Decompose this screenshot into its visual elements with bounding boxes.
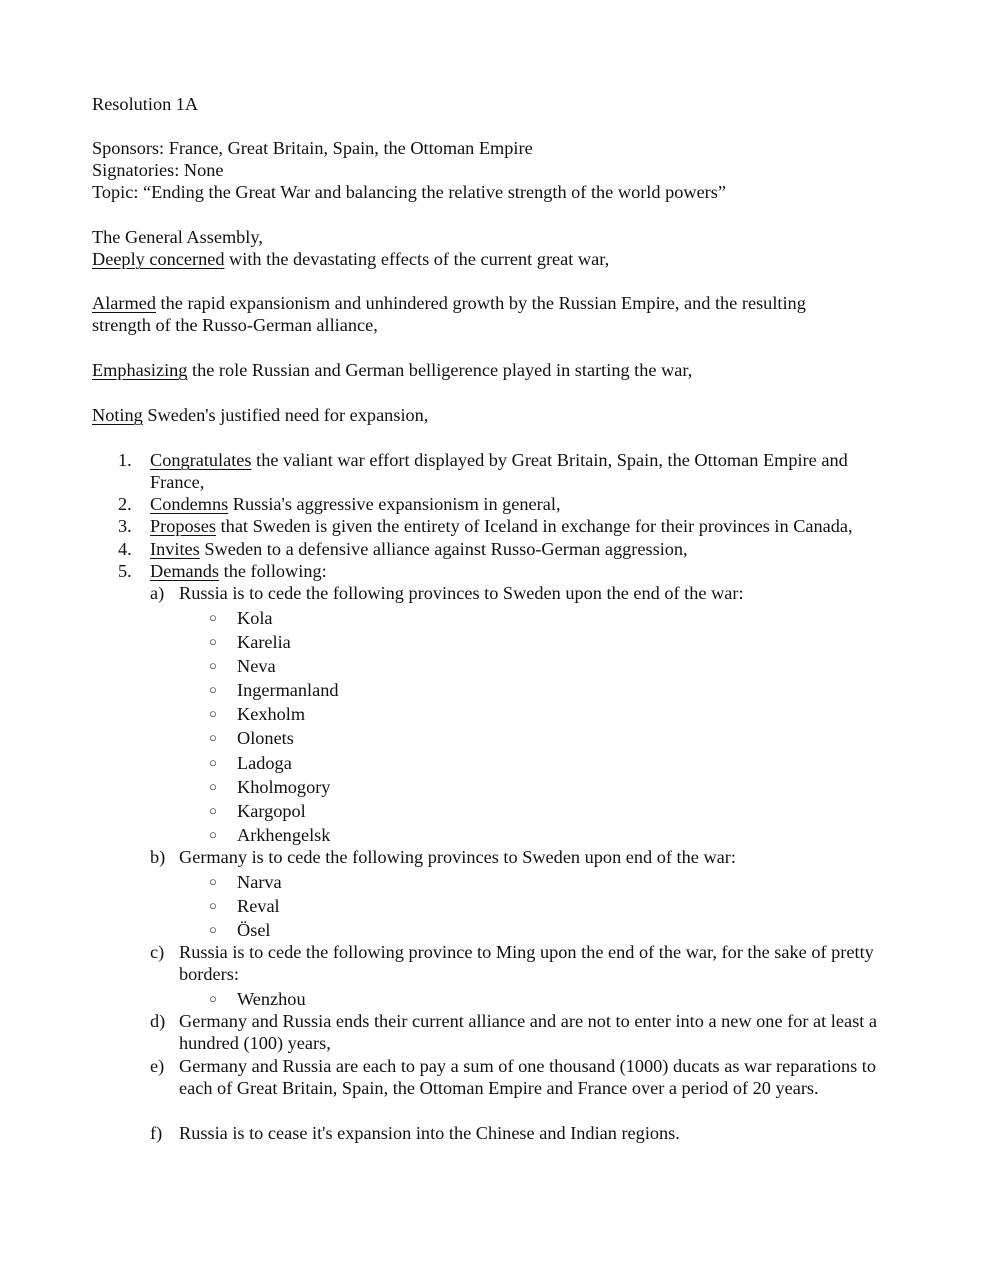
preamble-text: the rapid expansionism and unhindered growth by the Russian Empire, and the resulting strength of the Russo-German alliance,: [92, 293, 806, 336]
subclause-text: Russia is to cease it's expansion into the Chinese and Indian regions.: [179, 1123, 680, 1143]
clause-text: Russia's aggressive expansionism in general,: [228, 494, 561, 514]
preamble-keyword: Alarmed: [92, 293, 156, 313]
bullet-icon: ○: [209, 803, 217, 818]
bullet-icon: ○: [209, 682, 217, 697]
province-item: Kargopol: [237, 801, 306, 821]
subclause-letter: c): [150, 942, 165, 962]
resolution-title: Resolution 1A: [92, 94, 199, 114]
clause-number: 4.: [118, 539, 132, 559]
preamble-clause: [92, 359, 902, 381]
subclause-letter: b): [150, 847, 166, 867]
assembly-line: The General Assembly,: [92, 227, 263, 247]
clause-keyword: Condemns: [150, 494, 229, 514]
subclause-text: Germany is to cede the following provinces to Sweden upon end of the war:: [179, 847, 736, 867]
topic-line: Topic: “Ending the Great War and balancing the relative strength of the world powers”: [92, 182, 726, 202]
preamble-keyword: Noting: [92, 405, 143, 425]
province-item: Arkhengelsk: [237, 825, 331, 845]
preamble-clause: [92, 292, 862, 336]
clause-text: that Sweden is given the entirety of Iceland in exchange for their provinces in Canada,: [216, 516, 853, 536]
bullet-icon: ○: [209, 634, 217, 649]
bullet-icon: ○: [209, 898, 217, 913]
bullet-icon: ○: [209, 610, 217, 625]
clause-number: 3.: [118, 516, 132, 536]
province-item: Ösel: [237, 920, 271, 940]
province-item: Ingermanland: [237, 680, 339, 700]
bullet-icon: ○: [209, 874, 217, 889]
province-item: Reval: [237, 896, 280, 916]
preamble-keyword: Emphasizing: [92, 360, 188, 380]
clause-keyword: Invites: [150, 539, 200, 559]
subclause-text: Germany and Russia ends their current alliance and are not to enter into a new one for at least a hundred (100) years,: [179, 1011, 877, 1054]
bullet-icon: ○: [209, 922, 217, 937]
province-item: Narva: [237, 872, 282, 892]
preamble-text: Sweden's justified need for expansion,: [142, 405, 429, 425]
operative-clause: [150, 493, 902, 515]
clause-number: 2.: [118, 494, 132, 514]
province-item: Karelia: [237, 632, 291, 652]
preamble-text: the role Russian and German belligerence played in starting the war,: [187, 360, 693, 380]
subclause-letter: a): [150, 583, 165, 603]
subclause-letter: f): [150, 1123, 163, 1143]
bullet-icon: ○: [209, 827, 217, 842]
bullet-icon: ○: [209, 779, 217, 794]
operative-clause: [150, 560, 902, 582]
clause-keyword: Congratulates: [150, 450, 252, 470]
subclause-text: Russia is to cede the following province to Ming upon the end of the war, for the sake of pretty borders:: [179, 942, 874, 985]
sponsors-line: Sponsors: France, Great Britain, Spain, the Ottoman Empire: [92, 138, 533, 158]
preamble-text: with the devastating effects of the current great war,: [224, 249, 610, 269]
subclause-letter: e): [150, 1056, 165, 1076]
operative-clause: [150, 515, 930, 537]
operative-clause: [150, 449, 902, 493]
bullet-icon: ○: [209, 706, 217, 721]
province-item: Neva: [237, 656, 276, 676]
province-item: Kholmogory: [237, 777, 331, 797]
province-item: Olonets: [237, 728, 294, 748]
preamble-clause: [92, 248, 902, 270]
clause-text: the valiant war effort displayed by Great Britain, Spain, the Ottoman Empire and France,: [150, 450, 848, 493]
clause-number: 5.: [118, 561, 132, 581]
preamble-keyword: Deeply concerned: [92, 249, 225, 269]
clause-number: 1.: [118, 450, 132, 470]
preamble-clause: [92, 404, 902, 426]
clause-keyword: Demands: [150, 561, 220, 581]
bullet-icon: ○: [209, 658, 217, 673]
clause-keyword: Proposes: [150, 516, 217, 536]
province-item: Kexholm: [237, 704, 306, 724]
clause-text: Sweden to a defensive alliance against Russo-German aggression,: [199, 539, 688, 559]
bullet-icon: ○: [209, 755, 217, 770]
province-item: Ladoga: [237, 753, 292, 773]
province-item: Kola: [237, 608, 273, 628]
subclause-text: Russia is to cede the following provinces to Sweden upon the end of the war:: [179, 583, 744, 603]
bullet-icon: ○: [209, 991, 217, 1006]
subclause-letter: d): [150, 1011, 166, 1031]
province-item: Wenzhou: [237, 989, 306, 1009]
signatories-line: Signatories: None: [92, 160, 224, 180]
operative-clause: [150, 538, 902, 560]
subclause-text: Germany and Russia are each to pay a sum of one thousand (1000) ducats as war reparations to each of Great Britain, Spain, the Ottoman Empire and France over a period of 20 years.: [179, 1056, 877, 1099]
bullet-icon: ○: [209, 730, 217, 745]
clause-text: the following:: [219, 561, 327, 581]
